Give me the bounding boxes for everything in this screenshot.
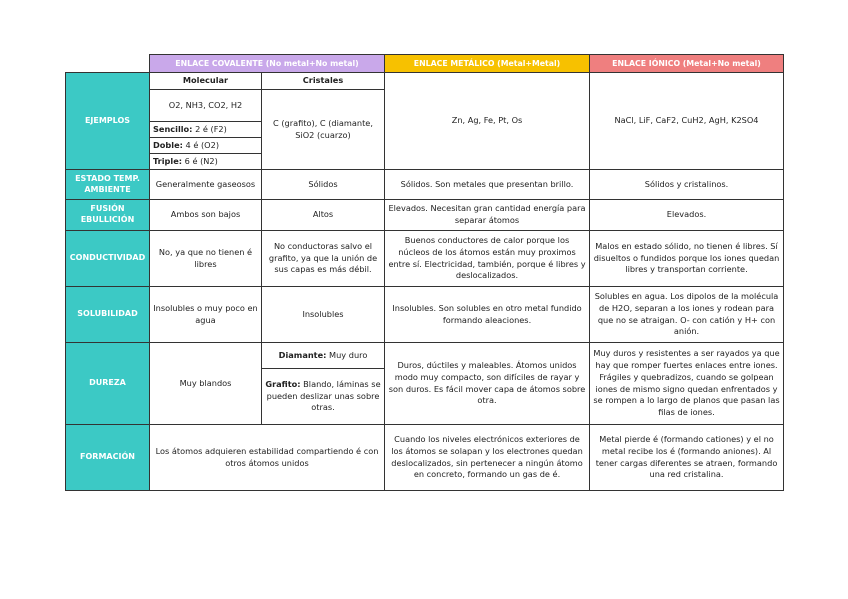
header-row [66, 55, 784, 73]
estado-molecular: Generalmente gaseosos [150, 170, 262, 200]
triple-label: Triple: [153, 155, 183, 166]
solubilidad-ionico: Solubles en agua. Los dipolos de la molécula de H2O, separan a los iones y rodean para que no se atraigan. O- con catión y H+ con anión. [590, 287, 784, 343]
row-conductividad [66, 231, 784, 287]
conductividad-ionico: Malos en estado sólido, no tienen é libres. Sí disueltos o fundidos porque los iones quedan libres y transportan corriente. [590, 231, 784, 287]
estado-cristales: Sólidos [262, 170, 385, 200]
header-ionico: ENLACE IÓNICO (Metal+No metal) [590, 55, 784, 73]
subheader-cristales: Cristales [262, 73, 385, 90]
enlace-triple [150, 154, 262, 170]
estado-metalico: Sólidos. Son metales que presentan brillo. [385, 170, 590, 200]
subheader-molecular: Molecular [150, 73, 262, 90]
enlace-doble [150, 138, 262, 154]
fusion-ionico: Elevados. [590, 200, 784, 231]
formacion-covalente: Los átomos adquieren estabilidad compartiendo é con otros átomos unidos [150, 425, 385, 491]
ejemplos-cristales: C (grafito), C (diamante, SiO2 (cuarzo) [262, 90, 385, 170]
row-estado [66, 170, 784, 200]
grafito-label: Grafito: [265, 378, 301, 389]
dureza-metalico: Duros, dúctiles y maleables. Átomos unidos modo muy compacto, son difíciles de rayar y son duros. Es fácil mover capa de átomos sobre otra. [385, 343, 590, 425]
row-fusion [66, 200, 784, 231]
row-label-fusion: FUSIÓN EBULLICIÓN [66, 200, 150, 231]
fusion-cristales: Altos [262, 200, 385, 231]
conductividad-molecular: No, ya que no tienen é libres [150, 231, 262, 287]
estado-ionico: Sólidos y cristalinos. [590, 170, 784, 200]
dureza-diamante [262, 343, 385, 369]
diamante-value: Muy duro [329, 349, 368, 360]
sencillo-label: Sencillo: [153, 123, 193, 134]
row-dureza-1 [66, 343, 784, 369]
row-label-formacion: FORMACIÓN [66, 425, 150, 491]
solubilidad-cristales: Insolubles [262, 287, 385, 343]
bond-comparison-table [65, 54, 784, 491]
row-label-ejemplos: EJEMPLOS [66, 73, 150, 170]
row-label-dureza: DUREZA [66, 343, 150, 425]
dureza-molecular: Muy blandos [150, 343, 262, 425]
ejemplos-metalico: Zn, Ag, Fe, Pt, Os [385, 73, 590, 170]
fusion-metalico: Elevados. Necesitan gran cantidad energía para separar átomos [385, 200, 590, 231]
triple-value: 6 é (N2) [184, 155, 218, 166]
header-metalico: ENLACE METÁLICO (Metal+Metal) [385, 55, 590, 73]
diamante-label: Diamante: [278, 349, 327, 360]
doble-label: Doble: [153, 139, 183, 150]
solubilidad-molecular: Insolubles o muy poco en agua [150, 287, 262, 343]
corner-cell [66, 55, 150, 73]
row-label-conductividad: CONDUCTIVIDAD [66, 231, 150, 287]
formacion-metalico: Cuando los niveles electrónicos exteriores de los átomos se solapan y los electrones quedan deslocalizados, sin pertenecer a ningún átomo en concreto, formando un gas de é. [385, 425, 590, 491]
formacion-ionico: Metal pierde é (formando cationes) y el no metal recibe los é (formando aniones). Al tener cargas diferentes se atraen, formando una red cristalina. [590, 425, 784, 491]
fusion-molecular: Ambos son bajos [150, 200, 262, 231]
header-covalente: ENLACE COVALENTE (No metal+No metal) [150, 55, 385, 73]
enlace-sencillo [150, 122, 262, 138]
row-solubilidad [66, 287, 784, 343]
grafito-value: Blando, láminas se pueden deslizar unas sobre otras. [266, 378, 381, 413]
row-label-estado: ESTADO TEMP. AMBIENTE [66, 170, 150, 200]
doble-value: 4 é (O2) [185, 139, 220, 150]
dureza-grafito [262, 369, 385, 425]
row-label-solubilidad: SOLUBILIDAD [66, 287, 150, 343]
conductividad-cristales: No conductoras salvo el grafito, ya que la unión de sus capas es más débil. [262, 231, 385, 287]
sencillo-value: 2 é (F2) [195, 123, 227, 134]
ejemplos-ionico: NaCl, LiF, CaF2, CuH2, AgH, K2SO4 [590, 73, 784, 170]
ejemplos-molecular: O2, NH3, CO2, H2 [150, 90, 262, 122]
dureza-ionico: Muy duros y resistentes a ser rayados ya que hay que romper fuertes enlaces entre iones. Frágiles y quebradizos, cuando se golpean iones de mismo signo quedan enfrentados y se rompen a lo largo de planos que pasan las filas de iones. [590, 343, 784, 425]
row-formacion [66, 425, 784, 491]
solubilidad-metalico: Insolubles. Son solubles en otro metal fundido formando aleaciones. [385, 287, 590, 343]
conductividad-metalico: Buenos conductores de calor porque los núcleos de los átomos están muy proximos entre sí. Electricidad, también, porque é libres y deslocalizados. [385, 231, 590, 287]
row-ejemplos-1 [66, 73, 784, 90]
